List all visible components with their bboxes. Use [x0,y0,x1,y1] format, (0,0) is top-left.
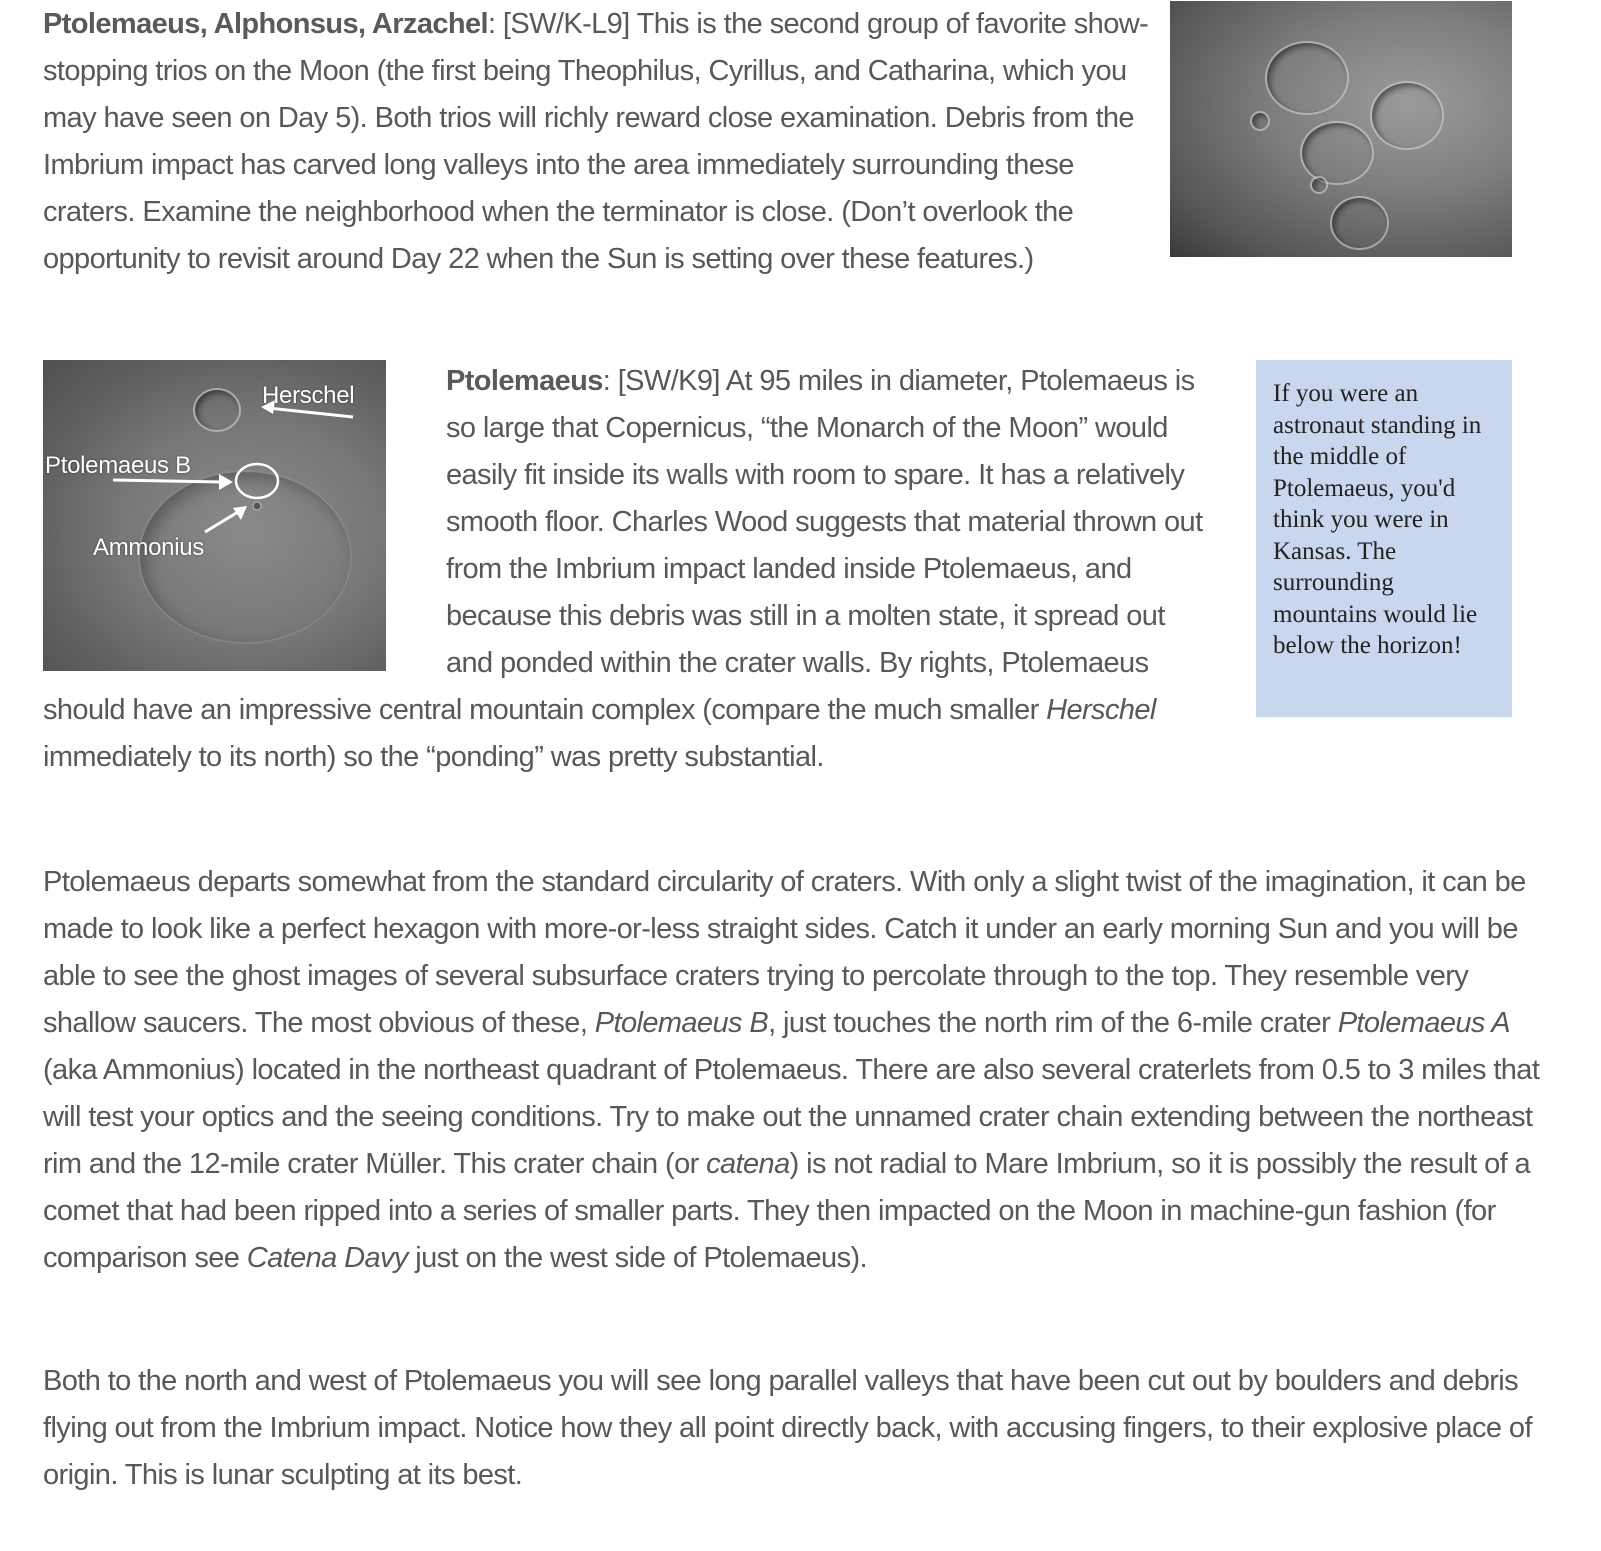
moon-photo-trio [1170,1,1512,257]
paragraph-trio-intro [43,1,1153,283]
paragraph-valleys: Both to the north and west of Ptolemaeus you will see long parallel valleys that have been cut out by boulders and debris flying out from the Imbrium impact. Notice how they all point directly back, with accusing fingers, to their explosive place of origin. This is lunar sculpting at its best. [43,1365,1532,1491]
italic-ptolemaeus-b: Ptolemaeus B [594,1007,769,1039]
heading-trio: Ptolemaeus, Alphonsus, Arzachel [43,8,488,40]
italic-catena-davy: Catena Davy [246,1242,408,1274]
paragraph-ptolemaeus: Ptolemaeus: [SW/K9] At 95 miles in diameter, Ptolemaeus is so large that Copernicus, “the Monarch of the Moon” would easily fit inside its walls with room to spare. It has a relatively smooth floor. Charles Wood suggests that material thrown out from the Imbrium impact landed inside Ptolemaeus, and because this debris was still in a molten state, it spread out and ponded within the crater walls. By rights, Ptolemaeus should have an impressive central mountain complex (compare the much smaller Herschel immediately to its north) so the “ponding” was pretty substantial. [43,365,1203,773]
label-ammonius: Ammonius [93,534,204,561]
label-ptolemaeus-b: Ptolemaeus B [45,452,191,479]
paragraph-ptolemaeus-wrap [43,359,1213,781]
italic-herschel: Herschel [1046,694,1156,726]
italic-ptolemaeus-a: Ptolemaeus A [1337,1007,1510,1039]
italic-catena: catena [706,1148,790,1180]
heading-ptolemaeus: Ptolemaeus [446,365,603,397]
label-herschel: Herschel [262,382,355,409]
paragraph-text: : [SW/K-L9] This is the second group of favorite show-stopping trios on the Moon (the first being Theophilus, Cyrillus, and Catharina, which you may have seen on Day 5). Both trios will richly reward close examination. Debris from the Imbrium impact has carved long valleys into the area immediately surrounding these craters. Examine the neighborhood when the terminator is close. (Don’t overlook the opportunity to revisit around Day 22 when the Sun is setting over these features.) [43,8,1149,275]
paragraph-hexagon: Ptolemaeus departs somewhat from the standard circularity of craters. With only a slight twist of the imagination, it can be made to look like a perfect hexagon with more-or-less straight sides. Catch it under an early morning Sun and you will be able to see the ghost images of several subsurface craters trying to percolate through to the top. They resemble very shallow saucers. The most obvious of these, Ptolemaeus B, just touches the north rim of the 6-mile crater Ptolemaeus A (aka Ammonius) located in the northeast quadrant of Ptolemaeus. There are also several craterlets from 0.5 to 3 miles that will test your optics and the seeing conditions. Try to make out the unnamed crater chain extending between the northeast rim and the 12-mile crater Müller. This crater chain (or catena) is not radial to Mare Imbrium, so it is possibly the result of a comet that had been ripped into a series of smaller parts. They then impacted on the Moon in machine-gun fashion (for comparison see Catena Davy just on the west side of Ptolemaeus). [43,866,1540,1274]
callout-box [1256,360,1512,717]
callout-text: If you were an astronaut standing in the middle of Ptolemaeus, you'd think you were in Kansas. The surrounding mountains would lie below the horizon! [1273,380,1482,659]
